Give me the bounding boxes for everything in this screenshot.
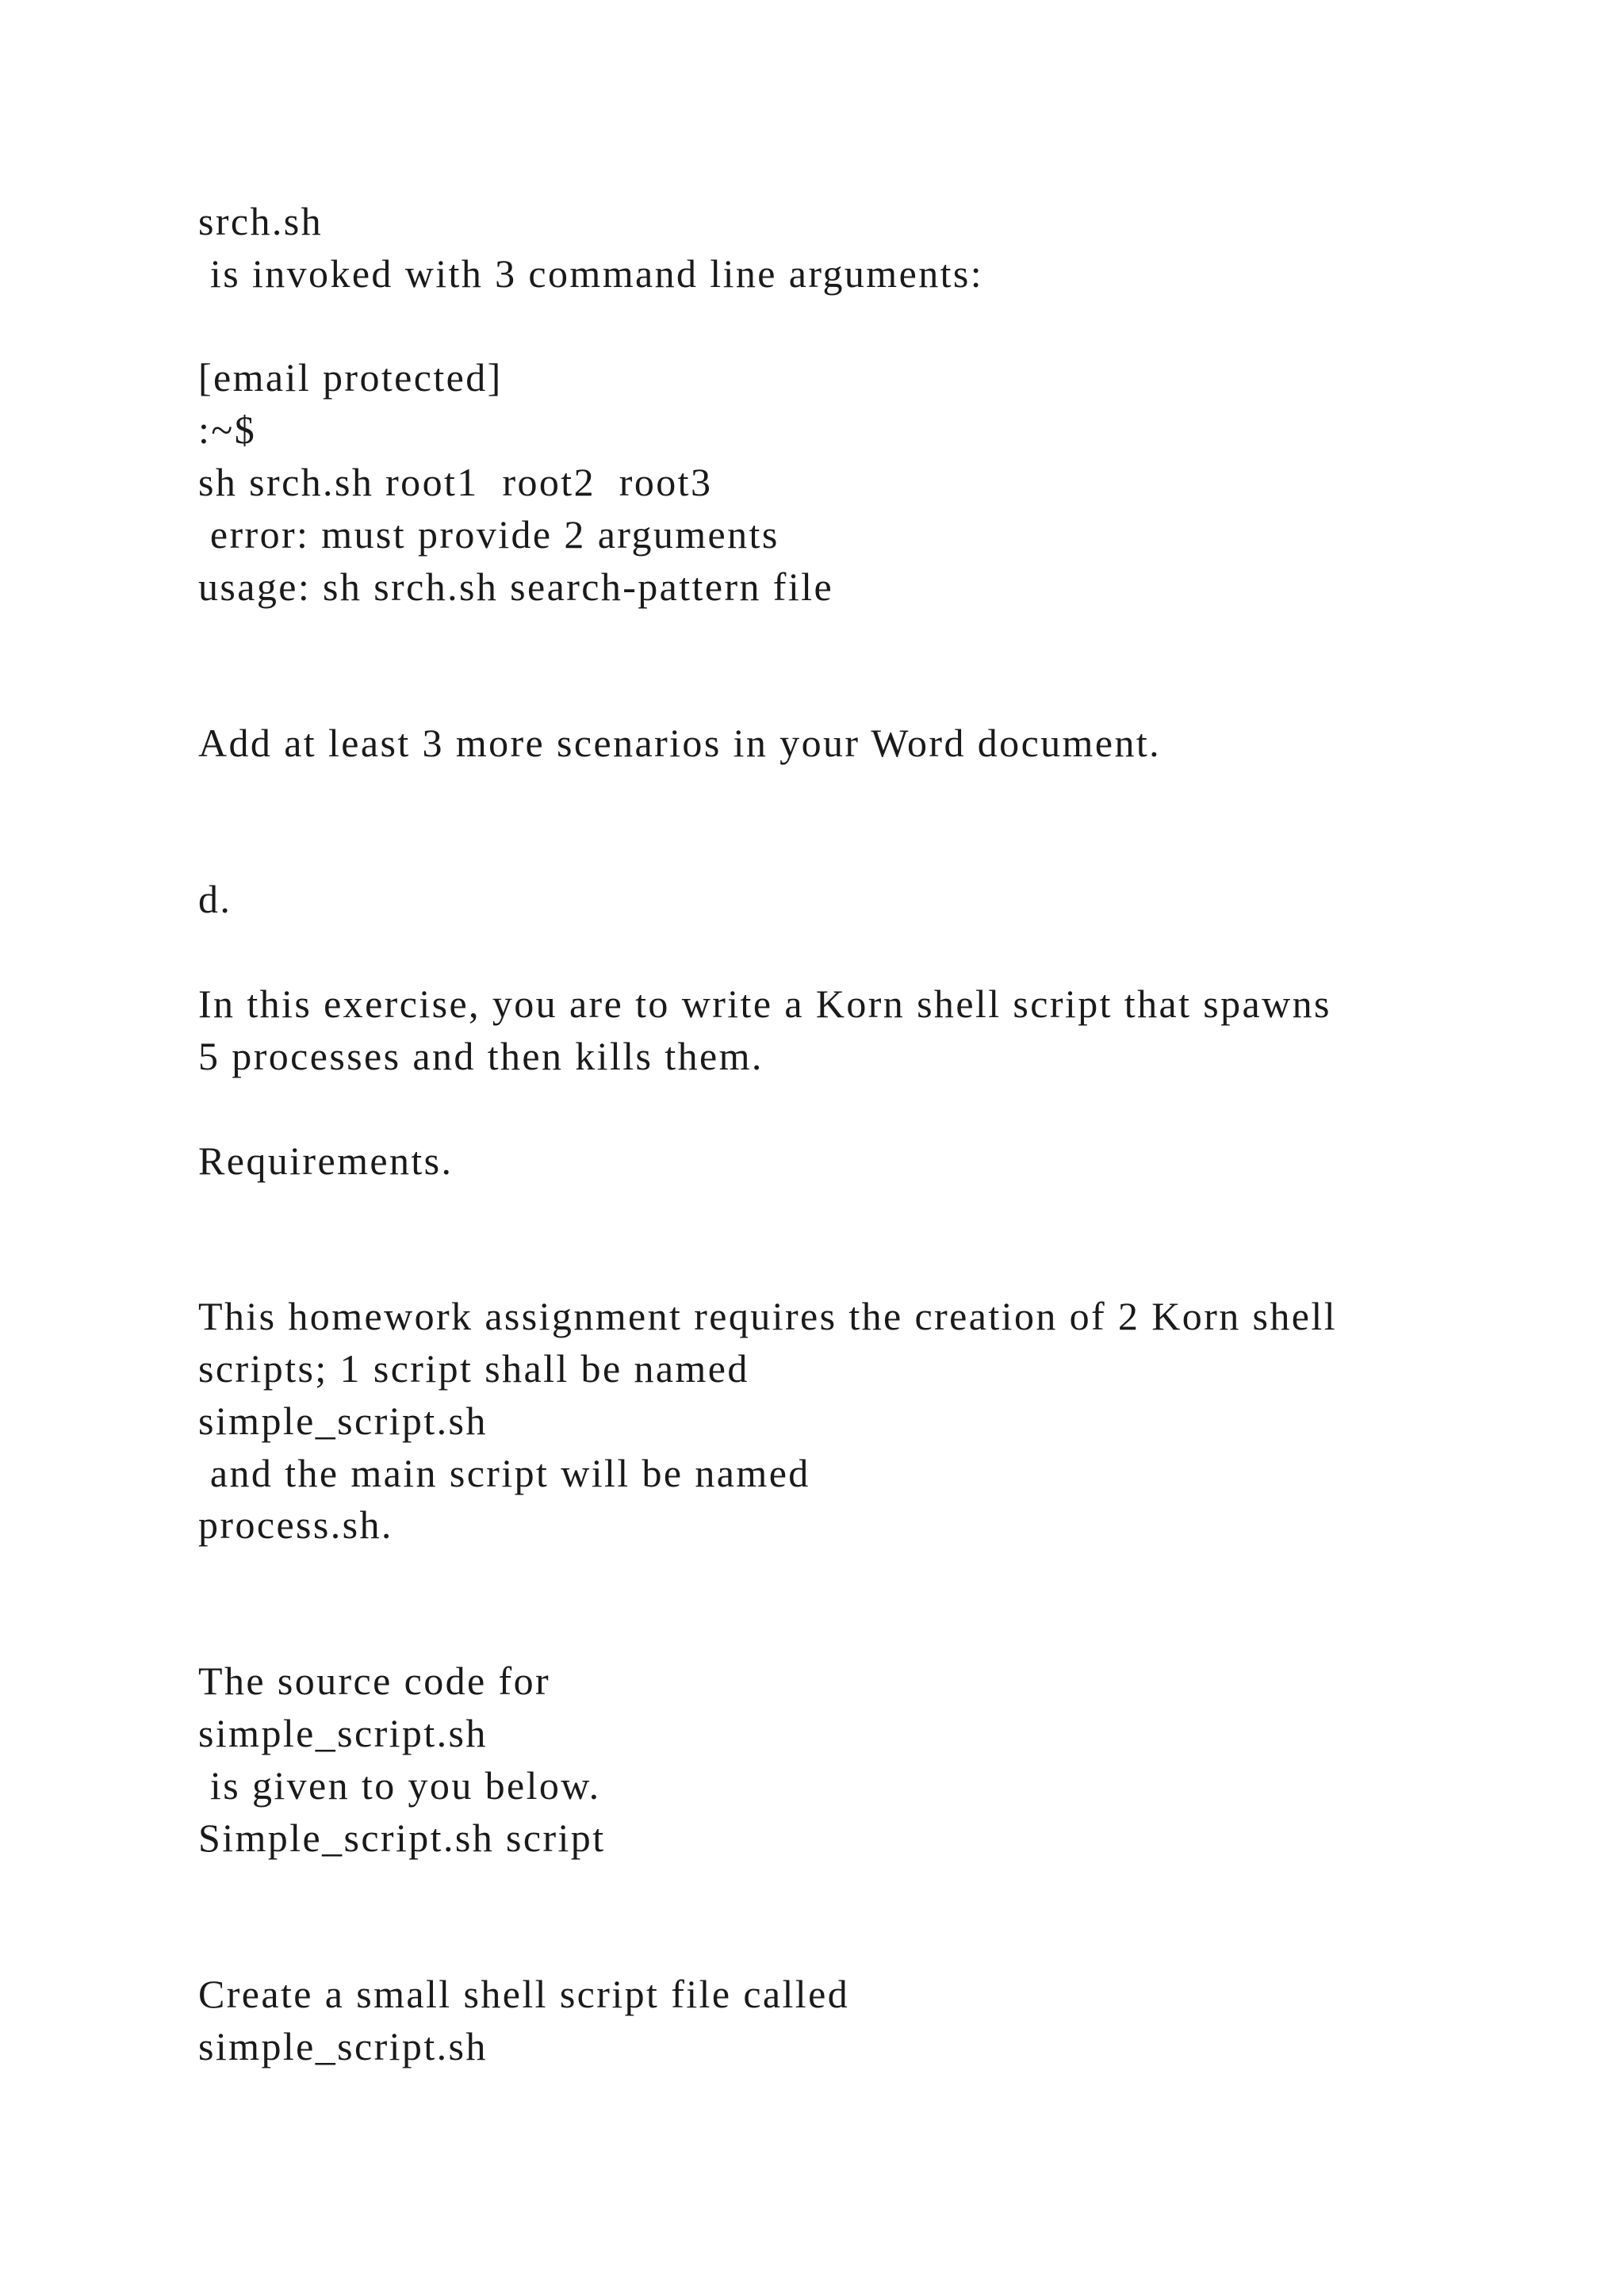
text-line: process.sh. (198, 1502, 393, 1547)
text-line: Requirements. (198, 1138, 454, 1183)
text-line: Add at least 3 more scenarios in your Word document. (198, 721, 1162, 765)
text-line: The source code for (198, 1659, 551, 1703)
text-line: usage: sh srch.sh search-pattern file (198, 564, 834, 609)
text-line: Simple_script.sh script (198, 1816, 606, 1860)
text-line: simple_script.sh (198, 1399, 488, 1443)
text-line: :~$ (198, 408, 257, 452)
text-line: 5 processes and then kills them. (198, 1034, 764, 1078)
text-line: scripts; 1 script shall be named (198, 1346, 749, 1391)
text-line: This homework assignment requires the creation of 2 Korn shell (198, 1294, 1337, 1338)
text-line: sh srch.sh root1 root2 root3 (198, 460, 713, 504)
text-line: error: must provide 2 arguments (198, 512, 779, 557)
text-line: is given to you below. (198, 1763, 601, 1808)
text-line: is invoked with 3 command line arguments: (198, 251, 984, 296)
text-line: and the main script will be named (198, 1451, 810, 1495)
text-line: Create a small shell script file called (198, 1972, 850, 2016)
text-line: srch.sh (198, 199, 324, 243)
text-line: In this exercise, you are to write a Korn shell script that spawns (198, 982, 1331, 1026)
text-line: simple_script.sh (198, 1711, 488, 1755)
text-line: d. (198, 877, 232, 921)
text-line: simple_script.sh (198, 2024, 488, 2068)
text-line: [email protected] (198, 355, 503, 400)
